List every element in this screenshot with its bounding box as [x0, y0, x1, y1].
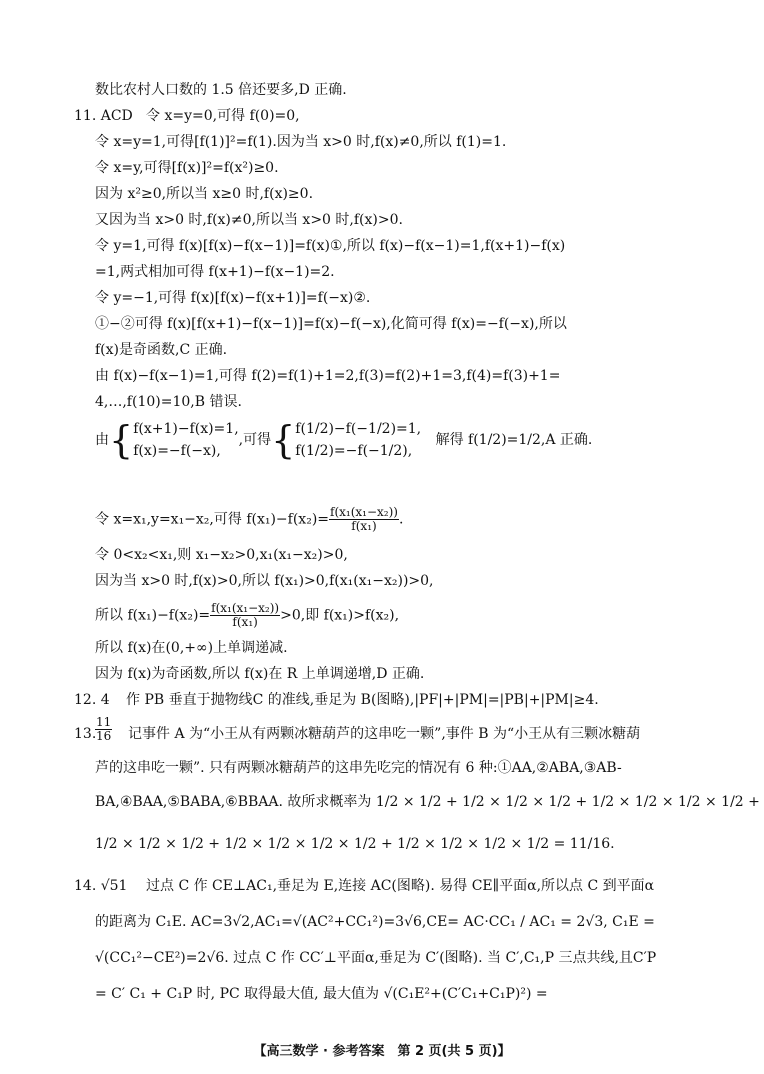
text-fragment: 解得 f(1/2)=1/2,A 正确.: [435, 432, 593, 448]
text-fragment: >0,即 f(x₁)>f(x₂),: [280, 607, 400, 624]
text-line: [95, 912, 655, 932]
text-line: =1,两式相加可得 f(x+1)−f(x−1)=2.: [95, 264, 335, 280]
system-2-eq-1: f(1/2)−f(−1/2)=1,: [295, 421, 422, 437]
text-line: 因为 f(x)为奇函数,所以 f(x)在 R 上单调递增,D 正确.: [95, 666, 425, 682]
text-fragment: 的距离为 C₁E. AC=3√2,AC₁=√(AC²+CC₁²)=3√6,CE=: [95, 914, 460, 930]
text-line: 令 0<x₂<x₁,则 x₁−x₂>0,x₁(x₁−x₂)>0,: [95, 547, 348, 563]
system-1: [133, 418, 238, 462]
text-fragment: BA,④BAA,⑤BABA,⑥BBAA. 故所求概率为: [95, 794, 372, 810]
question-number-13-label: 13.: [74, 726, 97, 742]
text-line: 芦的这串吃一颗”. 只有两颗冰糖葫芦的这串先吃完的情况有 6 种:①AA,②ABA,③AB-: [95, 760, 622, 776]
fraction-line: 令 x=x₁,y=x₁−x₂,可得 f(x₁)−f(x₂)= $\frac{\text{f(x₁(x₁−x₂))}}{\text{f(x₁)}}$ .: [95, 505, 404, 533]
page-footer: 【高三数学 · 参考答案 第 2 页(共 5 页)】: [253, 1044, 511, 1059]
fraction-line: [95, 602, 399, 629]
system-2: [295, 418, 421, 462]
system-1-eq-2: f(x)=−f(−x),: [133, 443, 221, 459]
text-line: = C′ C₁ + C₁P 时, PC 取得最大值, 最大值为 √(C₁E²+(C′C₁+C₁P)²) =: [95, 986, 548, 1002]
text-line: 又因为当 x>0 时,f(x)≠0,所以当 x>0 时,f(x)>0.: [95, 212, 403, 228]
system-1-eq-1: f(x+1)−f(x)=1,: [133, 421, 239, 437]
denominator: f(x₁): [351, 519, 377, 533]
equation-system-line: [95, 418, 592, 486]
text-line: √(CC₁²−CE²)=2√6. 过点 C 作 CC′⊥平面α,垂足为 C′(图略). 当 C′,C₁,P 三点共线,且C′P: [95, 950, 657, 966]
numerator: f(x₁(x₁−x₂)): [211, 601, 280, 615]
text-line: 令 y=−1,可得 f(x)[f(x)−f(x+1)]=f(−x)②.: [95, 290, 371, 306]
denominator: f(x₁): [232, 615, 258, 629]
left-brace: {: [109, 418, 134, 462]
text-line: 因为当 x>0 时,f(x)>0,所以 f(x₁)>0,f(x₁(x₁−x₂))>0,: [95, 573, 434, 589]
text-fragment: 由: [95, 432, 109, 448]
text-fragment: 所以 f(x₁)−f(x₂)=: [95, 607, 211, 624]
text-line: ①−②可得 f(x)[f(x+1)−f(x−1)]=f(x)−f(−x),化简可得 f(x)=−f(−x),所以: [95, 316, 567, 332]
text-line: 所以 f(x)在(0,+∞)上单调递减.: [95, 640, 288, 656]
probability-expression: 1/2 × 1/2 + 1/2 × 1/2 × 1/2 + 1/2 × 1/2 × 1/2 × 1/2 +: [375, 794, 760, 810]
text-line: 因为 x²≥0,所以当 x≥0 时,f(x)≥0.: [95, 186, 314, 202]
question-number-12: 12. 4: [74, 692, 110, 708]
text-fragment: 令 x=x₁,y=x₁−x₂,可得 f(x₁)−f(x₂)=: [95, 511, 330, 528]
probability-expression-line: 1/2 × 1/2 × 1/2 + 1/2 × 1/2 × 1/2 × 1/2 + 1/2 × 1/2 × 1/2 × 1/2 = 11/16.: [95, 836, 615, 852]
fraction: [210, 602, 280, 629]
text-line: 作 PB 垂直于抛物线C 的准线,垂足为 B(图略),|PF|+|PM|=|PB|+|PM|≥4.: [126, 692, 599, 708]
numerator: f(x₁(x₁−x₂)): [330, 505, 398, 519]
text-line: 令 x=y=0,可得 f(0)=0,: [146, 108, 300, 124]
text-line: 记事件 A 为“小王从有两颗冰糖葫芦的这串吃一颗”,事件 B 为“小王从有三颗冰糖葫: [128, 726, 641, 742]
question-number-11: 11. ACD: [74, 108, 133, 124]
left-brace: {: [271, 418, 296, 462]
text-line: 数比农村人口数的 1.5 倍还要多,D 正确.: [95, 82, 347, 98]
fraction: [95, 716, 112, 743]
text-fragment: ,可得: [238, 432, 272, 448]
probability-line: [95, 792, 760, 812]
text-line: f(x)是奇函数,C 正确.: [95, 342, 228, 358]
fraction: [329, 506, 399, 533]
text-line: 令 x=y=1,可得[f(1)]²=f(1).因为当 x>0 时,f(x)≠0,所以 f(1)=1.: [95, 134, 507, 150]
text-line: 过点 C 作 CE⊥AC₁,垂足为 E,连接 AC(图略). 易得 CE∥平面α,所以点 C 到平面α: [146, 878, 655, 894]
text-line: 令 x=y,可得[f(x)]²=f(x²)≥0.: [95, 160, 279, 176]
numerator: 11: [96, 715, 112, 729]
formula-fragment: AC·CC₁ / AC₁ = 2√3, C₁E =: [463, 914, 655, 930]
system-2-eq-2: f(1/2)=−f(−1/2),: [295, 443, 413, 459]
question-number-14: 14. √51: [74, 878, 128, 894]
text-line: 4,…,f(10)=10,B 错误.: [95, 394, 242, 410]
denominator: 16: [96, 729, 112, 743]
text-line: 由 f(x)−f(x−1)=1,可得 f(2)=f(1)+1=2,f(3)=f(2)+1=3,f(4)=f(3)+1=: [95, 368, 561, 384]
text-line: 令 y=1,可得 f(x)[f(x)−f(x−1)]=f(x)①,所以 f(x)−f(x−1)=1,f(x+1)−f(x): [95, 238, 566, 254]
question-13-answer: [95, 716, 112, 743]
